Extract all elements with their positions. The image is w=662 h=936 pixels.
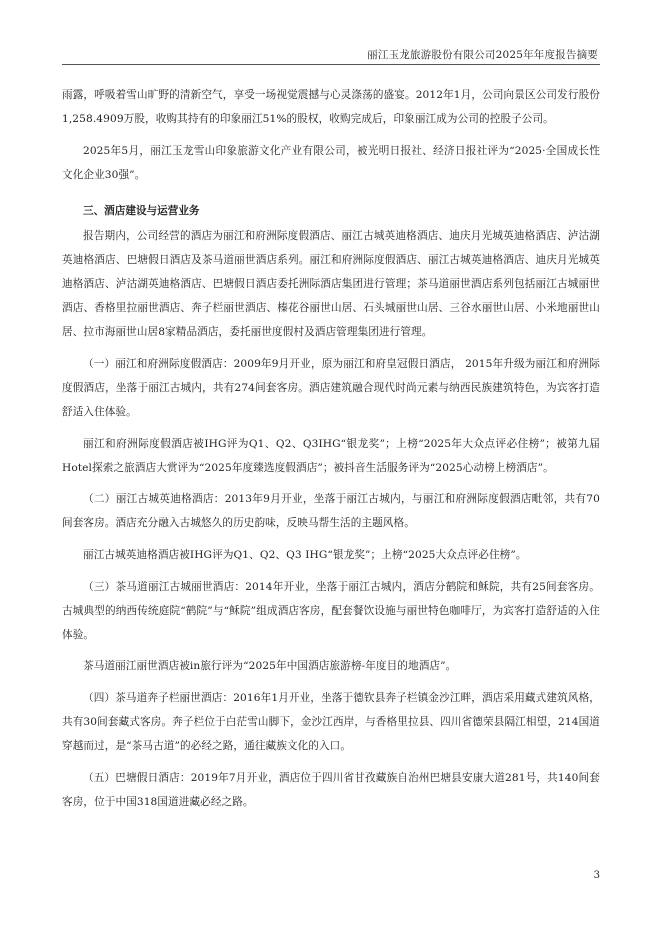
paragraph-hotel-overview: 报告期内，公司经营的酒店为丽江和府洲际度假酒店、丽江古城英迪格酒店、迪庆月光城英迪格酒店、泸沽湖英迪格酒店、巴塘假日酒店及茶马道丽世酒店系列。丽江和府洲际度假酒店、丽江古城英迪格酒店、迪庆月光城英迪格酒店、泸沽湖英迪格酒店、巴塘假日酒店委托洲际酒店集团进行管理；茶马道丽世酒店系列包括丽江古城丽世酒店、香格里拉丽世酒店、奔子栏丽世酒店、榛花谷丽世山居、石头城丽世山居、三谷水丽世山居、小米地丽世山居、拉市海丽世山居8家精品酒店，委托丽世度假村及酒店管理集团进行管理。 — [62, 229, 600, 339]
report-body — [62, 83, 600, 814]
paragraph-batang: （五）巴塘假日酒店：2019年7月开业，酒店位于四川省甘孜藏族自治州巴塘县安康大道281号，共140间套客房，位于中国318国道进藏必经之路。 — [62, 771, 600, 808]
paragraph-intro-continuation: 雨露，呼吸着雪山旷野的清新空气，享受一场视觉震撼与心灵涤荡的盛宴。2012年1月，公司向景区公司发行股份1,258.4909万股，收购其持有的印象丽江51%的股权，收购完成后，印象丽江成为公司的控股子公司。 — [62, 89, 600, 126]
page-header-title: 丽江玉龙旅游股份有限公司2025年年度报告摘要 — [367, 49, 598, 61]
paragraph-lisheng-lijiang: （三）茶马道丽江古城丽世酒店：2014年开业，坐落于丽江古城内，酒店分鹤院和稣院，共有25间套客房。古城典型的纳西传统庭院“鹤院”与“稣院”组成酒店客房，配套餐饮设施与丽世特色咖啡厅，为宾客打造舒适的入住体验。 — [62, 580, 600, 641]
paragraph-indigo-awards: 丽江古城英迪格酒店被IHG评为Q1、Q2、Q3 IHG“银龙奖”；上榜“2025大众点评必住榜”。 — [83, 549, 527, 561]
paragraph-award-impression: 2025年5月，丽江玉龙雪山印象旅游文化产业有限公司，被光明日报社、经济日报社评为“2025·全国成长性文化企业30强”。 — [62, 144, 600, 181]
paragraph-lisheng-awards: 茶马道丽江丽世酒店被in旅行评为“2025年中国酒店旅游榜-年度目的地酒店”。 — [83, 660, 457, 673]
paragraph-intercontinental-awards: 丽江和府洲际度假酒店被IHG评为Q1、Q2、Q3IHG“银龙奖”；上榜“2025年大众点评必住榜”；被第九届Hotel探索之旅酒店大赏评为“2025年度臻选度假酒店”；被抖音生活服务评为“2025心动榜上榜酒店”。 — [62, 437, 600, 474]
header-divider — [62, 64, 600, 65]
page-number: 3 — [593, 870, 600, 881]
section-heading-hotel: 三、酒店建设与运营业务 — [83, 204, 200, 217]
paragraph-indigo: （二）丽江古城英迪格酒店：2013年9月开业，坐落于丽江古城内，与丽江和府洲际度假酒店毗邻，共有70间套客房。酒店充分融入古城悠久的历史韵味，反映马帮生活的主题风格。 — [62, 493, 600, 530]
paragraph-benzilan: （四）茶马道奔子栏丽世酒店：2016年1月开业，坐落于德钦县奔子栏镇金沙江畔，酒店采用藏式建筑风格，共有30间套藏式客房。奔子栏位于白茫雪山脚下，金沙江西岸，与香格里拉县、四川省德荣县隔江相望，214国道穿越而过，是“茶马古道”的必经之路，通往藏族文化的入口。 — [62, 691, 600, 753]
paragraph-intercontinental: （一）丽江和府洲际度假酒店：2009年9月开业，原为丽江和府皇冠假日酒店， 2015年升级为丽江和府洲际度假酒店，坐落于丽江古城内，共有274间套客房。酒店建筑融合现代时尚元素与纳西民族建筑特色，为宾客打造舒适入住体验。 — [62, 357, 600, 419]
